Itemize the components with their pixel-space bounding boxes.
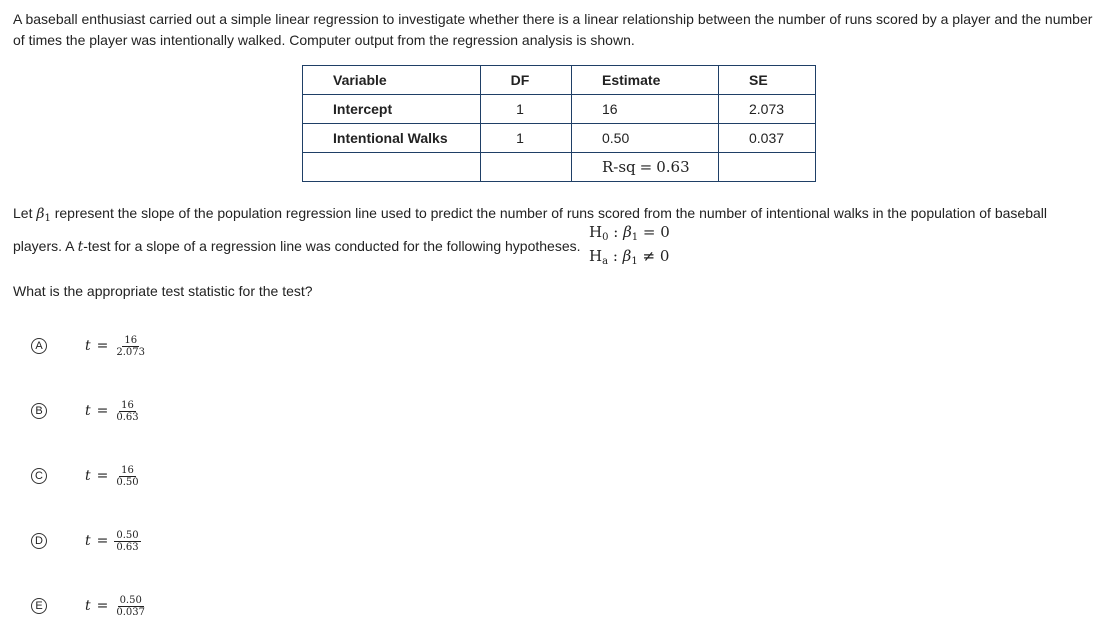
fraction [114, 400, 140, 423]
equals-sign: = [96, 403, 109, 419]
equals-sign: = [96, 468, 109, 484]
text: -test for a slope of a regression line was conducted for the following hypotheses. [83, 238, 581, 254]
fraction [114, 335, 147, 358]
relation: = [642, 223, 656, 241]
alternative-hypothesis: $H_a$ : $\beta_1 \ne 0$ [589, 247, 670, 267]
question-intro: A baseball enthusiast carried out a simple linear regression to investigate whether there is a linear relationship between the number of runs scored by a player and the number of times the player was intentionally walked. Computer output from the regression analysis is shown. [13, 11, 1093, 48]
header-df: DF [481, 66, 572, 95]
rsq-value: 0.63 [656, 158, 690, 176]
h-symbol: H [589, 223, 603, 241]
rsq-label: R-sq [602, 158, 636, 176]
fraction [114, 530, 140, 553]
row-se: 0.037 [719, 124, 816, 153]
equals-sign: = [96, 338, 109, 354]
fraction [114, 465, 140, 488]
beta-symbol: β [622, 247, 632, 265]
equals-sign: = [96, 598, 109, 614]
beta-symbol: β [623, 223, 632, 241]
choice-letter-badge[interactable]: E [31, 598, 47, 614]
t-symbol: t [77, 239, 84, 255]
choice-d[interactable] [31, 525, 331, 559]
numerator: 16 [124, 334, 138, 346]
header-se: SE [719, 66, 816, 95]
value: 0 [660, 223, 670, 241]
empty-cell [719, 153, 816, 182]
t-symbol: t [85, 403, 91, 419]
denominator: 2.073 [116, 346, 146, 358]
header-variable: Variable [303, 66, 481, 95]
numerator: 0.50 [116, 529, 139, 541]
row-estimate: 0.50 [572, 124, 719, 153]
numerator: 16 [121, 399, 134, 411]
row-df: 1 [481, 95, 572, 124]
h-subscript: 0 [602, 232, 609, 243]
text: Let [13, 205, 37, 221]
choice-letter-badge[interactable]: B [31, 403, 47, 419]
t-symbol: t [85, 468, 91, 484]
numerator: 16 [121, 464, 134, 476]
empty-cell [303, 153, 481, 182]
text: represent the slope of the population regression line used to predict the number of runs scored from the number of intentional walks in the population of baseball [50, 205, 1047, 221]
choice-b[interactable] [31, 395, 331, 429]
denominator: 0.63 [116, 411, 139, 423]
value: 0 [659, 247, 670, 265]
choice-letter-badge[interactable]: D [31, 533, 47, 549]
choice-e[interactable] [31, 590, 331, 624]
beta-subscript: 1 [631, 256, 638, 267]
null-hypothesis: $H_0$ : $\beta_1 = 0$ [589, 223, 670, 243]
row-se: 2.073 [719, 95, 816, 124]
denominator: 0.63 [116, 541, 139, 553]
relation: ≠ [642, 247, 656, 265]
row-variable: Intentional Walks [303, 124, 481, 153]
text: players. A [13, 238, 78, 254]
beta-subscript: 1 [44, 213, 51, 224]
t-symbol: t [85, 598, 91, 614]
regression-output-table [302, 65, 816, 182]
choice-c[interactable] [31, 460, 331, 494]
table-header-row [303, 66, 816, 95]
empty-cell [481, 153, 572, 182]
t-symbol: t [85, 533, 91, 549]
table-row [303, 95, 816, 124]
equals-sign: = [96, 533, 109, 549]
choice-formula [85, 332, 147, 360]
table-row [303, 124, 816, 153]
header-estimate: Estimate [572, 66, 719, 95]
rsq-equals: = [639, 158, 653, 176]
choice-formula [85, 397, 141, 425]
row-df: 1 [481, 124, 572, 153]
choice-letter-badge[interactable]: C [31, 468, 47, 484]
slope-definition [13, 203, 1093, 229]
numerator: 0.50 [119, 594, 142, 606]
row-estimate: 16 [572, 95, 719, 124]
beta-subscript: 1 [631, 232, 639, 243]
hypotheses-intro [13, 236, 581, 257]
h-symbol: H [589, 247, 603, 265]
choice-formula [85, 592, 147, 620]
question-text: What is the appropriate test statistic for the test? [13, 283, 313, 299]
t-symbol: t [85, 338, 91, 354]
choice-formula [85, 462, 141, 490]
choice-a[interactable] [31, 330, 331, 364]
denominator: 0.50 [116, 476, 139, 488]
choice-formula [85, 527, 141, 555]
r-squared-cell [572, 153, 719, 182]
denominator: 0.037 [116, 606, 146, 618]
row-variable: Intercept [303, 95, 481, 124]
table-row-rsq [303, 153, 816, 182]
choice-letter-badge[interactable]: A [31, 338, 47, 354]
fraction [114, 595, 147, 618]
beta-symbol: β [36, 206, 45, 222]
h-subscript: a [602, 256, 609, 267]
